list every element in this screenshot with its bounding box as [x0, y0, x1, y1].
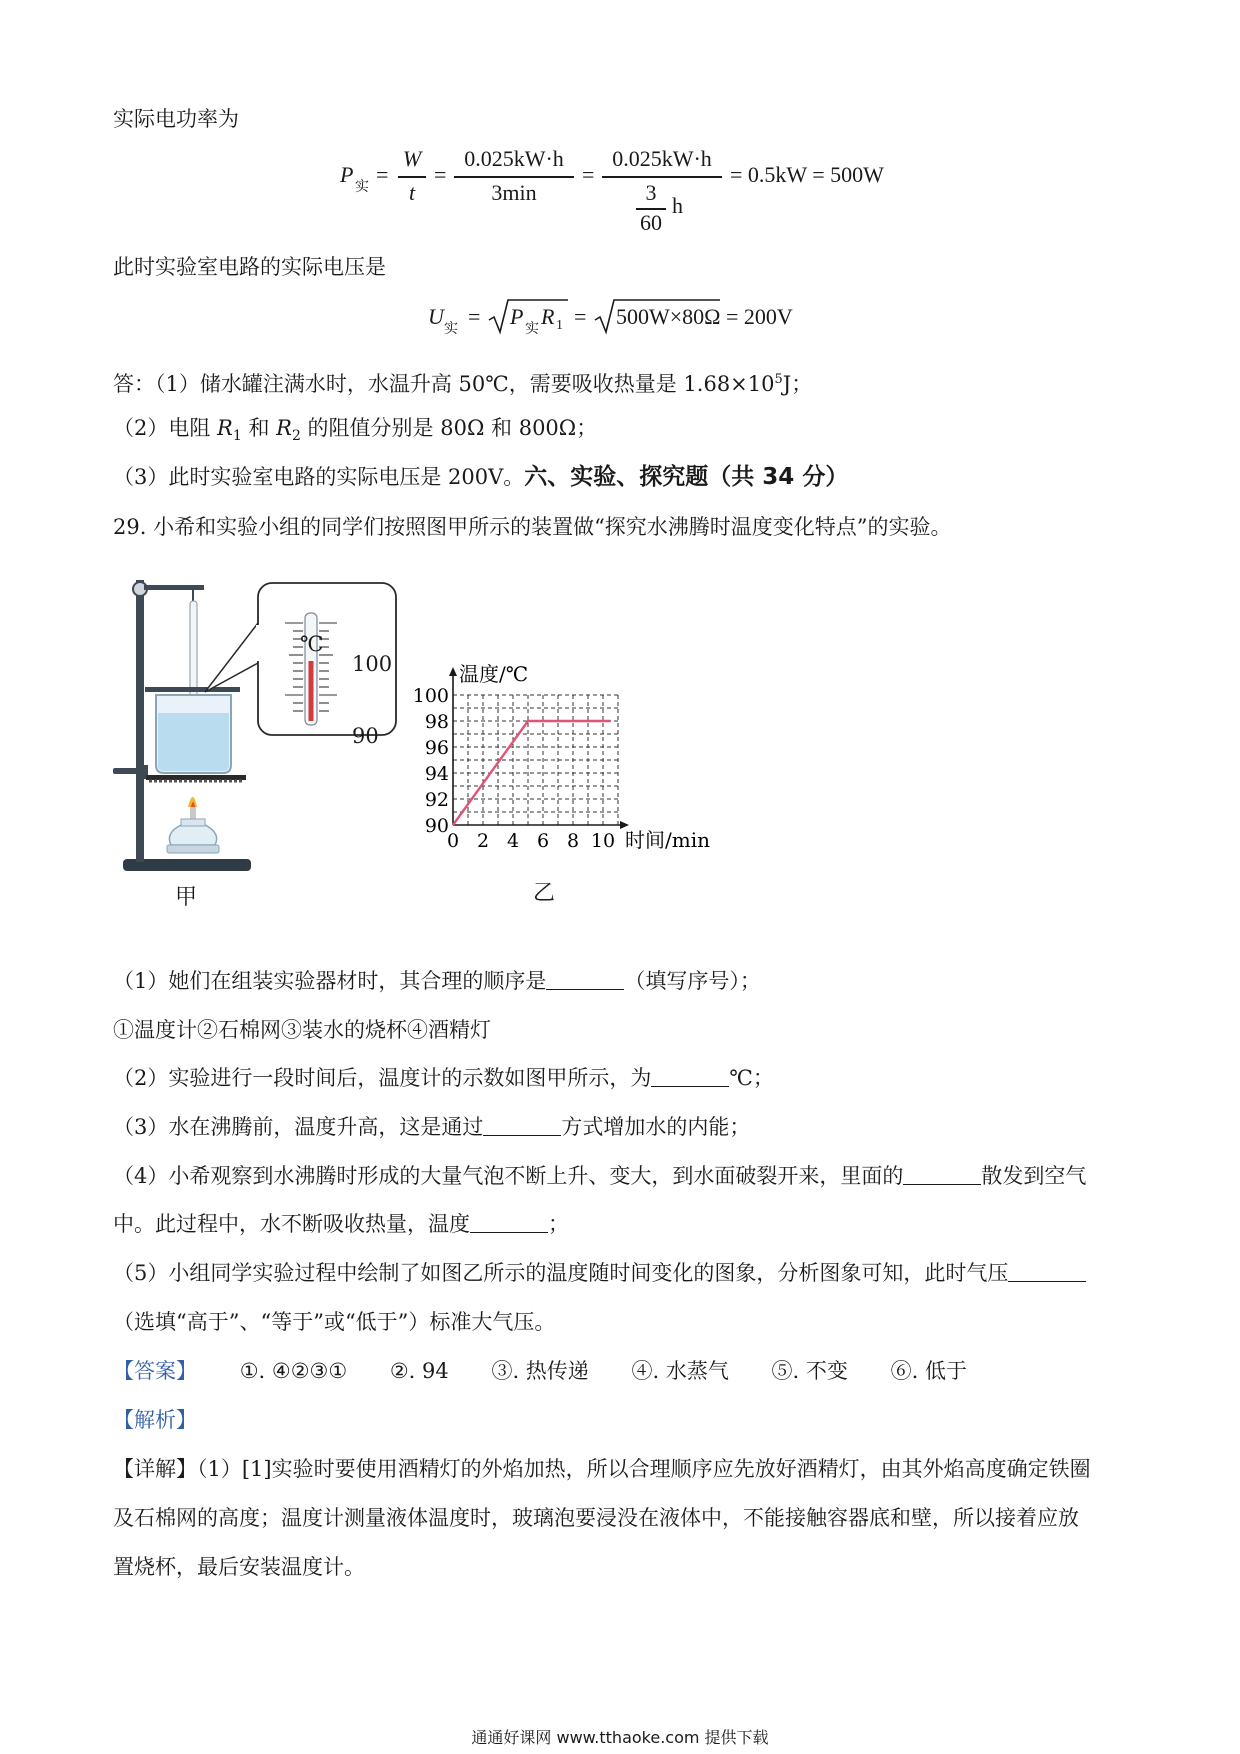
eq2-rad1-P: P: [510, 304, 524, 329]
power-equation: [340, 140, 900, 240]
answer-2-R1: R: [217, 416, 233, 440]
answer-item-4: ④. 水蒸气: [631, 1359, 729, 1383]
temperature-chart: [410, 635, 740, 855]
sub4-line2-tail: ；: [548, 1212, 569, 1236]
eq1-frac2-num: 0.025kW·h: [464, 146, 564, 171]
callout-pointer: [205, 623, 258, 692]
answer-1-text: 答：（1）储水罐注满水时，水温升高 50℃，需要吸收热量是 1.68×10: [113, 372, 775, 396]
x-tick-label: 0: [446, 830, 460, 852]
sub-question-5-line-2: （选填“高于”、“等于”或“低于”）标准大气压。: [113, 1310, 556, 1334]
page-footer: 通通好课网 www.tthaoke.com 提供下载: [471, 1728, 769, 1747]
x-tick-label: 10: [590, 830, 616, 852]
eq1-frac3-bar: [602, 176, 722, 178]
eq1-equals-1: =: [376, 162, 389, 187]
eq2-rad1-R: R: [541, 304, 555, 329]
eq2-equals-2: =: [574, 304, 587, 329]
sub-question-2: [113, 1063, 774, 1093]
eq1-frac2-bar: [454, 176, 574, 178]
detail-line-2: 及石棉网的高度；温度计测量液体温度时，玻璃泡要浸没在液体中，不能接触容器底和壁，所以接着应放: [113, 1506, 1079, 1530]
eq1-frac3-inner-den: 60: [640, 210, 662, 235]
eq1-lhs-sub: 实: [355, 180, 369, 195]
asbestos-gauze: [146, 775, 246, 780]
answer-item-3: ③. 热传递: [491, 1359, 589, 1383]
x-tick-label: 2: [476, 830, 490, 852]
answer-key: [113, 1356, 967, 1386]
eq2-lhs-sub: 实: [444, 322, 458, 337]
answer-2-tail: 的阻值分别是 80Ω 和 800Ω；: [300, 416, 598, 440]
sub5-blank[interactable]: [1008, 1261, 1086, 1282]
answer-2-mid: 和: [241, 416, 277, 440]
sub1-text: （1）她们在组装实验器材时，其合理的顺序是: [113, 969, 547, 993]
y-axis-arrow: [449, 667, 457, 676]
y-tick-label: 90: [424, 815, 449, 837]
x-axis-label: 时间/min: [625, 828, 710, 852]
eq1-frac3-inner-num: 3: [645, 180, 657, 205]
answer-item-6: ⑥. 低于: [890, 1359, 967, 1383]
analysis-label: 【解析】: [113, 1408, 197, 1432]
sub4-blank-1[interactable]: [903, 1164, 981, 1185]
y-tick-label: 100: [412, 685, 449, 707]
answer-2-R2: R: [276, 416, 292, 440]
sub1-options: ①温度计②石棉网③装水的烧杯④酒精灯: [113, 1018, 491, 1042]
figure-jia-label: 甲: [175, 885, 198, 910]
sub-question-1: [113, 966, 761, 996]
water: [158, 713, 229, 771]
answer-2: [113, 413, 597, 451]
eq2-rad2: 500W×80Ω: [616, 304, 721, 329]
clamp-arm: [144, 585, 204, 590]
detail-label: 【详解】: [113, 1457, 197, 1481]
sub-question-4-line-2: [113, 1209, 569, 1239]
section-title: 六、实验、探究题（共 34 分）: [524, 464, 849, 490]
sub4-tail: 散发到空气: [981, 1164, 1087, 1188]
answer-1-exponent: 5: [774, 372, 783, 387]
sub1-tail: （填写序号）；: [624, 969, 761, 993]
sub3-tail: 方式增加水的内能；: [561, 1115, 751, 1139]
intro-power: 实际电功率为: [113, 107, 239, 131]
answer-item-2: ②. 94: [389, 1359, 449, 1383]
eq1-frac3-unit: h: [672, 193, 683, 218]
question-29: 29. 小希和实验小组的同学们按照图甲所示的装置做“探究水沸腾时温度变化特点”的实验。: [113, 515, 952, 539]
answer-1-tail: J；: [782, 372, 813, 396]
y-axis-label: 温度/℃: [459, 662, 529, 686]
detail-line-1: [113, 1454, 1091, 1484]
eq1-equals-2: =: [434, 162, 447, 187]
eq1-frac1-num: W: [402, 146, 422, 171]
eq2-lhs-var: U: [428, 304, 444, 329]
support-plate: [145, 687, 240, 692]
x-tick-label: 8: [566, 830, 580, 852]
sub3-blank[interactable]: [483, 1115, 561, 1136]
sub-question-5: [113, 1258, 1086, 1288]
eq1-equals-3: =: [582, 162, 595, 187]
thermo-bottom-label: 90: [352, 724, 379, 748]
eq2-rad1-Rsub: 1: [556, 318, 563, 333]
y-tick-label: 96: [424, 737, 449, 759]
answer-3-text: （3）此时实验室电路的实际电压是 200V。: [113, 465, 525, 489]
answer-3: [113, 462, 848, 492]
thermo-unit: ℃: [300, 632, 324, 656]
sub4-line2-text: 中。此过程中，水不断吸收热量，温度: [113, 1212, 470, 1236]
answer-2-R2sub: 2: [291, 428, 301, 445]
x-tick-label: 4: [506, 830, 520, 852]
eq1-frac3-num: 0.025kW·h: [612, 146, 712, 171]
eq1-frac2-den: 3min: [491, 180, 537, 205]
sub-question-3: [113, 1112, 750, 1142]
eq1-frac1-bar: [398, 176, 426, 178]
x-tick-label: 6: [536, 830, 550, 852]
eq2-equals-1: =: [468, 304, 481, 329]
sub5-text: （5）小组同学实验过程中绘制了如图乙所示的温度随时间变化的图象，分析图象可知，此时气压: [113, 1261, 1009, 1285]
sub1-blank[interactable]: [546, 969, 624, 990]
eq2-rad1-Psub: 实: [525, 322, 539, 337]
sub4-blank-2[interactable]: [470, 1212, 548, 1233]
y-tick-label: 92: [424, 789, 449, 811]
alcohol-lamp: [169, 825, 216, 845]
sub3-text: （3）水在沸腾前，温度升高，这是通过: [113, 1115, 484, 1139]
sub2-text: （2）实验进行一段时间后，温度计的示数如图甲所示，为: [113, 1066, 652, 1090]
eq2-result: = 200V: [726, 304, 793, 329]
answer-2-a: （2）电阻: [113, 416, 218, 440]
figure-yi-label: 乙: [533, 881, 556, 906]
thermo-top-label: 100: [352, 652, 393, 676]
eq1-result: = 0.5kW = 500W: [730, 162, 884, 187]
answer-item-5: ⑤. 不变: [771, 1359, 848, 1383]
answer-label: 【答案】: [113, 1359, 197, 1383]
detail-line-1-text: （1）[1]实验时要使用酒精灯的外焰加热，所以合理顺序应先放好酒精灯，由其外焰高度确定铁圈: [197, 1457, 1091, 1481]
sub2-blank[interactable]: [651, 1066, 729, 1087]
eq1-frac1-den: t: [408, 180, 416, 205]
detail-line-3: 置烧杯，最后安装温度计。: [113, 1555, 365, 1579]
sub4-text: （4）小希观察到水沸腾时形成的大量气泡不断上升、变大，到水面破裂开来，里面的: [113, 1164, 904, 1188]
answer-2-R1sub: 1: [232, 428, 242, 445]
intro-voltage: 此时实验室电路的实际电压是: [113, 255, 386, 279]
eq1-lhs-var: P: [340, 162, 354, 187]
y-tick-label: 94: [424, 763, 449, 785]
voltage-equation: [428, 296, 828, 340]
sub2-tail: ℃；: [729, 1066, 774, 1090]
answer-1: [113, 365, 812, 399]
answer-item-1: ①. ④②③①: [239, 1359, 348, 1383]
stand-rod: [136, 580, 144, 862]
sub-question-4: [113, 1161, 1086, 1191]
y-tick-label: 98: [424, 711, 449, 733]
